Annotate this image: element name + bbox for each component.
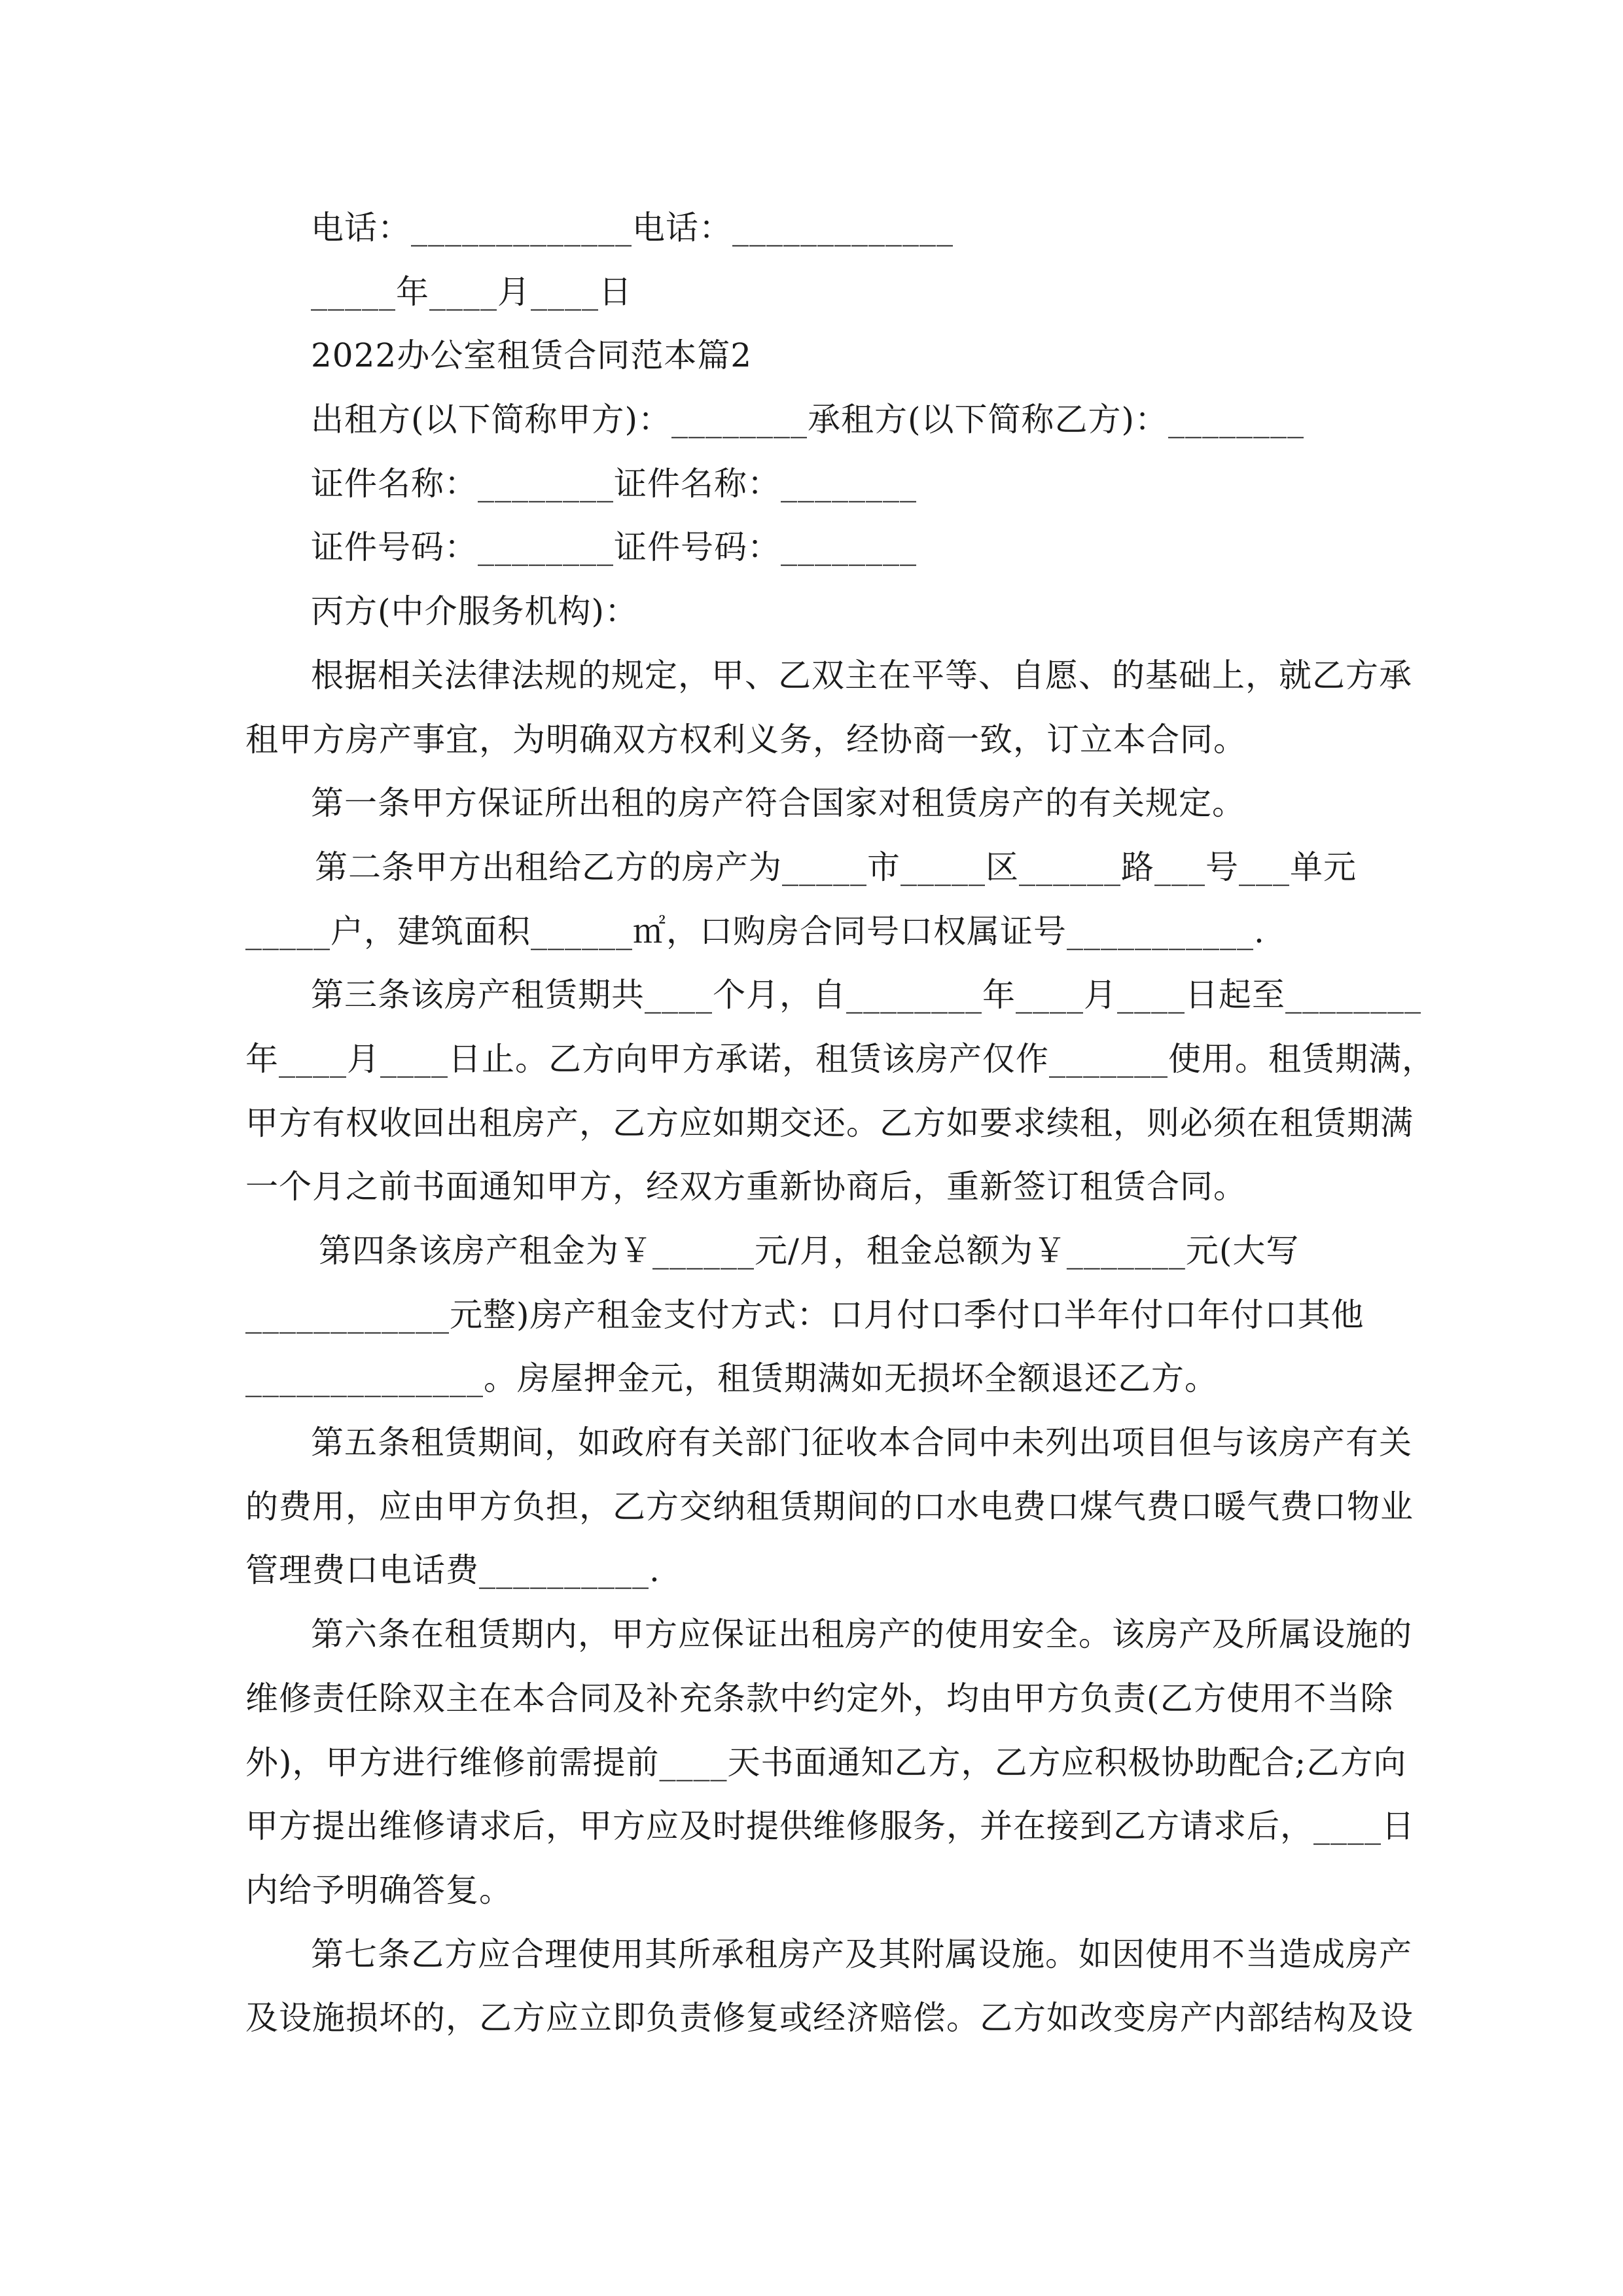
article-5-line: 第五条租赁期间，如政府有关部门征收本合同中未列出项目但与该房产有关 (311, 1424, 1412, 1462)
paragraph-line: 根据相关法律法规的规定，甲、乙双主在平等、自愿、的基础上，就乙方承 (311, 656, 1412, 694)
article-6-line: 外)，甲方进行维修前需提前____天书面通知乙方，乙方应积极协助配合;乙方向 (245, 1743, 1407, 1782)
date-line: _____年____月____日 (311, 272, 632, 311)
article-6-line: 内给予明确答复。 (245, 1871, 512, 1909)
party-line: 出租方(以下简称甲方)：________承租方(以下简称乙方)：________ (311, 401, 1305, 439)
article-4-line: ____________元整)房产租金支付方式：口月付口季付口半年付口年付口其他 (245, 1295, 1364, 1334)
article-5-line: 的费用，应由甲方负担，乙方交纳租赁期间的口水电费口煤气费口暖气费口物业 (245, 1487, 1414, 1526)
id-number-line: 证件号码：________证件号码：________ (311, 528, 917, 567)
phone-line: 电话：_____________电话：_____________ (311, 209, 954, 247)
article-3-line: 甲方有权收回出租房产，乙方应如期交还。乙方如要求续租，则必须在租赁期满 (245, 1103, 1414, 1142)
article-4-line: 第四条该房产租金为￥______元/月，租金总额为￥_______元(大写 (319, 1232, 1300, 1270)
article-3-line: 一个月之前书面通知甲方，经双方重新协商后，重新签订租赁合同。 (245, 1168, 1247, 1206)
article-5-line: 管理费口电话费__________. (245, 1551, 660, 1590)
article-3-line: 年____月____日止。乙方向甲方承诺，租赁该房产仅作_______使用。租赁期满， (245, 1039, 1435, 1078)
article-6-line: 甲方提出维修请求后，甲方应及时提供维修服务，并在接到乙方请求后，____日 (245, 1807, 1415, 1846)
article-3-line: 第三条该房产租赁期共____个月，自________年____月____日起至________ (311, 976, 1421, 1014)
article-1-line: 第一条甲方保证所出租的房产符合国家对租赁房产的有关规定。 (311, 784, 1245, 823)
article-2-line: 第二条甲方出租给乙方的房产为_____市_____区______路___号___单元 (315, 848, 1357, 886)
paragraph-line: 租甲方房产事宜，为明确双方权利义务，经协商一致，订立本合同。 (245, 720, 1247, 759)
document-body (245, 196, 1435, 2051)
article-7-line: 及设施损坏的，乙方应立即负责修复或经济赔偿。乙方如改变房产内部结构及设 (245, 1999, 1414, 2037)
article-7-line: 第七条乙方应合理使用其所承租房产及其附属设施。如因使用不当造成房产 (311, 1935, 1412, 1973)
section-title: 2022办公室租赁合同范本篇2 (311, 336, 753, 375)
article-6-line: 维修责任除双主在本合同及补充条款中约定外，均由甲方负责(乙方使用不当除 (245, 1679, 1394, 1717)
id-name-line: 证件名称：________证件名称：________ (311, 464, 917, 503)
article-2-line: _____户，建筑面积______㎡，口购房合同号口权属证号___________. (245, 912, 1265, 950)
article-6-line: 第六条在租赁期内，甲方应保证出租房产的使用安全。该房产及所属设施的 (311, 1615, 1412, 1654)
article-4-line: ______________。房屋押金元，租赁期满如无损坏全额退还乙方。 (245, 1359, 1218, 1398)
agency-line: 丙方(中介服务机构)： (311, 592, 639, 631)
